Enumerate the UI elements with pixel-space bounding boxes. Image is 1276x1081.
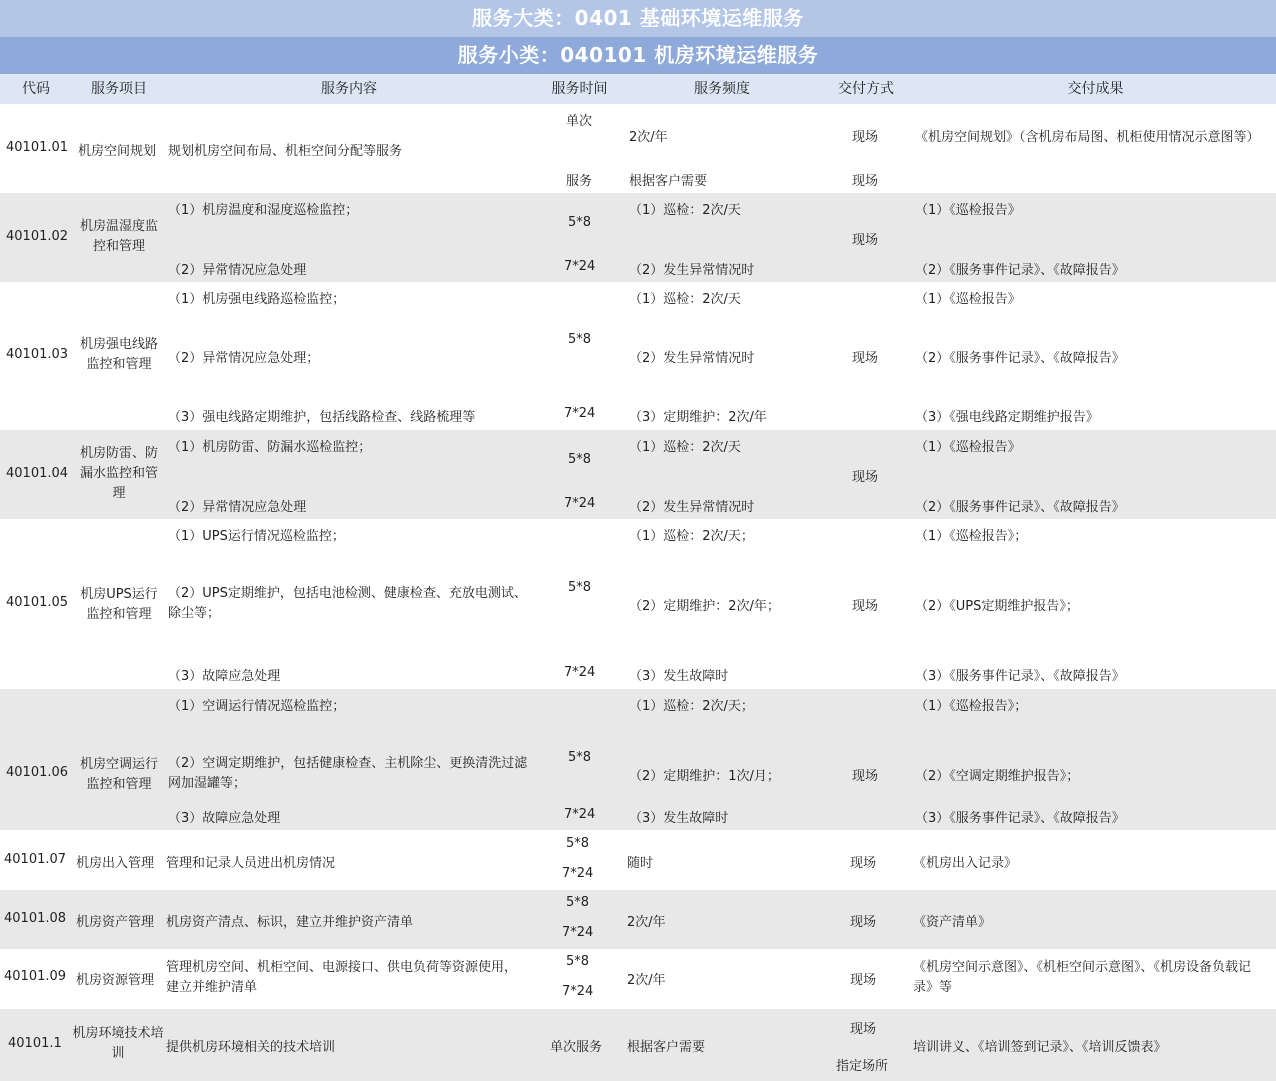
row-time: 5*8 [566,895,590,910]
row-time: 7*24 [564,807,596,822]
row-content: （3）故障应急处理 [168,669,281,684]
row-content: 管理机房空间、机柜空间、电源接口、供电负荷等资源使用，建立并维护清单 [166,960,518,995]
row-time: 7*24 [562,866,594,881]
row-content: （1）UPS运行情况巡检监控； [168,529,345,544]
table-row [0,1009,1276,1081]
row-content: （3）强电线路定期维护，包括线路检查、线路梳理等 [168,410,476,425]
row-frequency: 随时 [627,856,654,871]
row-delivery: 现场 [850,856,877,871]
row-result: （3）《服务事件记录》、《故障报告》 [915,669,1125,684]
row-result: （1）《巡检报告》 [915,203,1021,218]
row-result: 培训讲义、《培训签到记录》、《培训反馈表》 [913,1040,1167,1055]
row-code: 40101.1 [8,1036,62,1051]
row-content: （1）机房防雷、防漏水巡检监控； [168,440,372,455]
row-frequency: （1）巡检：2次/天 [629,292,741,307]
header-item: 服务项目 [91,81,147,97]
table-header [0,74,1276,104]
table-row [0,193,1276,282]
row-content: （2）异常情况应急处理； [168,351,320,366]
row-code: 40101.04 [6,466,69,481]
row-frequency: （2）发生异常情况时 [629,500,755,515]
subcategory-banner: 服务小类：040101 机房环境运维服务 [0,37,1276,74]
row-result: （2）《服务事件记录》、《故障报告》 [915,500,1125,515]
row-code: 40101.07 [4,852,67,867]
row-item: 机房防雷、防漏水监控和管理 [79,446,158,501]
row-frequency: 2次/年 [627,973,666,988]
row-content: 机房资产清点、标识，建立并维护资产清单 [166,915,414,930]
row-frequency: （2）发生异常情况时 [629,351,755,366]
row-frequency: 根据客户需要 [629,174,708,189]
row-result: （2）《空调定期维护报告》； [915,769,1080,784]
row-frequency: （2）定期维护：2次/年； [629,599,780,614]
row-content: 规划机房空间布局、机柜空间分配等服务 [168,144,403,159]
table-row [0,519,1276,689]
row-time: 5*8 [568,580,592,595]
row-time: 单次 [566,114,593,129]
row-item: 机房环境技术培训 [72,1026,164,1061]
row-delivery: 现场 [850,915,877,930]
row-time: 单次服务 [550,1040,603,1055]
row-code: 40101.06 [6,765,69,780]
row-result: （1）《巡检报告》 [915,440,1021,455]
row-frequency: （1）巡检：2次/天； [629,699,754,714]
header-content: 服务内容 [321,81,377,97]
row-content: （3）故障应急处理 [168,811,281,826]
row-code: 40101.09 [4,969,67,984]
row-code: 40101.02 [6,229,69,244]
row-content: （2）UPS定期维护，包括电池检测、健康检查、充放电测试、除尘等； [168,586,527,621]
row-result: 《机房出入记录》 [913,856,1018,871]
row-content: （2）异常情况应急处理 [168,500,307,515]
row-time: 7*24 [562,925,594,940]
category-banner: 服务大类：0401 基础环境运维服务 [0,0,1276,37]
row-frequency: 根据客户需要 [627,1040,706,1055]
row-result: （1）《巡检报告》； [915,529,1028,544]
header-delivery: 交付方式 [838,81,894,97]
row-code: 40101.05 [6,595,69,610]
row-item: 机房空调运行监控和管理 [79,757,158,792]
row-item: 机房出入管理 [76,856,155,871]
row-frequency: （3）定期维护：2次/年 [629,410,767,425]
row-content: 提供机房环境相关的技术培训 [166,1040,336,1055]
row-content: （1）机房温度和湿度巡检监控； [168,203,359,218]
row-time: 5*8 [568,750,592,765]
row-delivery: 现场 [852,233,879,248]
row-item: 机房强电线路监控和管理 [79,337,158,372]
row-time: 5*8 [568,215,592,230]
header-time: 服务时间 [551,81,608,97]
row-item: 机房空间规划 [78,144,157,159]
header-frequency: 服务频度 [694,81,750,97]
row-content: （2）空调定期维护，包括健康检查、主机除尘、更换清洗过滤网加湿罐等； [168,756,528,791]
row-result: （3）《服务事件记录》、《故障报告》 [915,811,1125,826]
row-delivery: 现场 [852,769,879,784]
row-delivery: 现场 [852,174,879,189]
table-row [0,689,1276,830]
row-time: 5*8 [568,452,592,467]
row-content: 管理和记录人员进出机房情况 [166,856,336,871]
row-item: 机房资产管理 [76,915,155,930]
row-result: （2）《服务事件记录》、《故障报告》 [915,263,1125,278]
row-content: （1）机房强电线路巡检监控； [168,292,346,307]
table-row [0,890,1276,949]
row-content: （2）异常情况应急处理 [168,263,307,278]
row-result: 《机房空间示意图》、《机柜空间示意图》、《机房设备负载记录》等 [913,960,1252,995]
row-delivery: 现场 [852,599,879,614]
row-result: （2）《UPS定期维护报告》； [915,599,1079,614]
row-time: 服务 [566,174,593,189]
table-row [0,282,1276,430]
row-frequency: （1）巡检：2次/天 [629,440,741,455]
row-frequency: （3）发生故障时 [629,811,729,826]
row-delivery: 现场 [852,351,879,366]
row-time: 7*24 [564,406,596,421]
row-result: （1）《巡检报告》； [915,699,1028,714]
row-result: 《机房空间规划》（含机房布局图、机柜使用情况示意图等） [915,130,1260,145]
row-frequency: （1）巡检：2次/天 [629,203,741,218]
row-delivery: 现场 [850,973,877,988]
row-frequency: （2）定期维护：1次/月； [629,769,780,784]
row-result: （2）《服务事件记录》、《故障报告》 [915,351,1125,366]
row-time: 7*24 [564,259,596,274]
row-frequency: （1）巡检：2次/天； [629,529,754,544]
row-delivery: 现场 [852,130,879,145]
row-time: 7*24 [564,665,596,680]
row-code: 40101.01 [6,140,69,155]
row-item: 机房温湿度监控和管理 [79,219,158,254]
table-row [0,949,1276,1009]
row-frequency: （2）发生异常情况时 [629,263,755,278]
row-item: 机房资源管理 [76,973,155,988]
row-frequency: 2次/年 [627,915,666,930]
header-code: 代码 [22,81,50,97]
row-item: 机房UPS运行监控和管理 [80,587,158,622]
row-frequency: 2次/年 [629,130,668,145]
row-time: 7*24 [562,984,594,999]
row-time: 5*8 [566,954,590,969]
row-content: （1）空调运行情况巡检监控； [168,699,346,714]
table-row [0,430,1276,519]
row-time: 7*24 [564,496,596,511]
row-delivery: 现场 [850,1022,877,1037]
row-time: 5*8 [568,332,592,347]
row-result: （1）《巡检报告》 [915,292,1021,307]
header-result: 交付成果 [1067,81,1124,97]
row-code: 40101.03 [6,347,69,362]
row-result: 《资产清单》 [913,915,992,930]
row-delivery: 指定场所 [836,1059,889,1074]
row-time: 5*8 [566,836,590,851]
table-row [0,830,1276,890]
row-frequency: （3）发生故障时 [629,669,729,684]
row-delivery: 现场 [852,470,879,485]
row-result: （3）《强电线路定期维护报告》 [915,410,1099,425]
table-row [0,104,1276,193]
row-code: 40101.08 [4,911,67,926]
